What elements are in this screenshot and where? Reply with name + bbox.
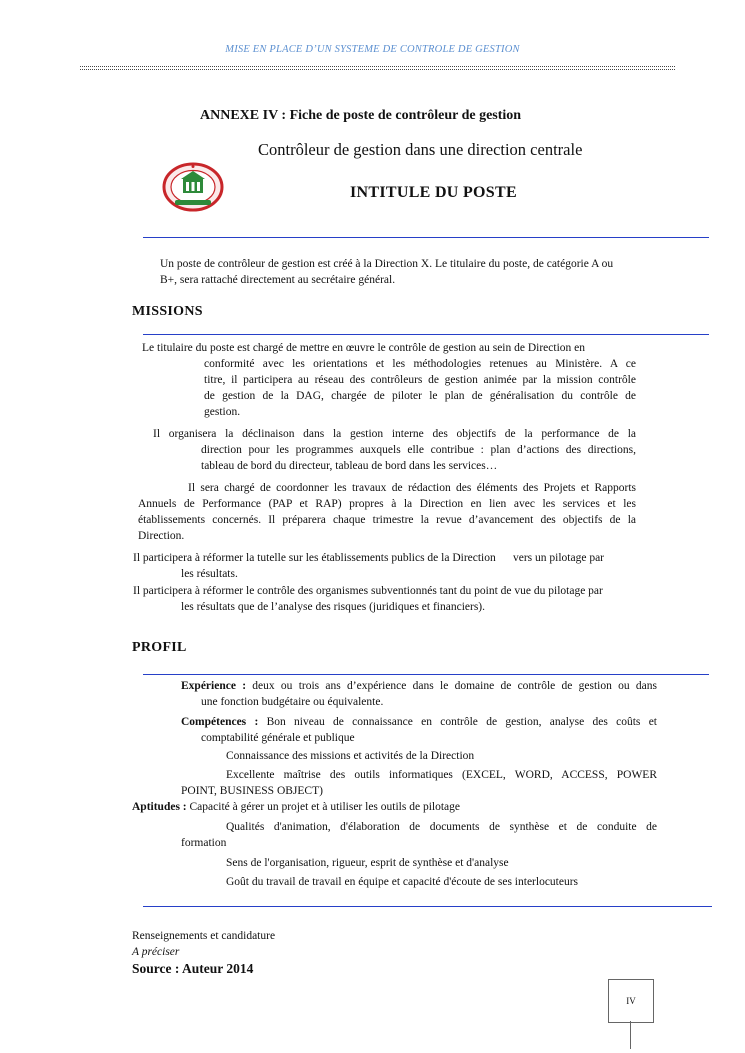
qualites-line: Qualités d'animation, d'élaboration de documents de synthèse et de conduite de [226,821,657,833]
missions-paragraph-line: conformité avec les orientations et les méthodologies retenues au Ministère. A ce [204,358,636,370]
missions-paragraph-line: direction pour les programmes auxquels elle contribue : plan d’actions des directions, [201,444,636,456]
missions-paragraph-line: établissements concernés. Il préparera chaque trimestre la revue d’avancement des objectifs de la [138,514,636,526]
missions-paragraph-line: Direction. [138,530,185,542]
competences-label: Compétences : [181,716,259,728]
maitrise-line: POINT, BUSINESS OBJECT) [181,785,323,797]
aptitudes-line [132,799,460,816]
missions-paragraph-line: les résultats que de l’analyse des risques (juridiques et financiers). [181,601,486,613]
experience-label: Expérience : [181,680,247,692]
aptitudes-label: Aptitudes : [132,801,187,813]
experience-line: une fonction budgétaire ou équivalente. [201,696,384,708]
competences-line: comptabilité générale et publique [201,732,355,744]
section-divider [143,237,709,238]
intitule-heading: INTITULE DU POSTE [350,184,517,201]
aptitudes-text: Capacité à gérer un projet et à utiliser les outils de pilotage [186,801,460,813]
a-preciser-text: A préciser [132,946,180,958]
header-divider [80,66,675,70]
missions-paragraph-line: Il participera à réformer le contrôle des organismes subventionnés tant du point de vue du pilotage par [133,585,603,597]
connaissance-line: Connaissance des missions et activités de la Direction [226,750,475,762]
missions-paragraph-line: les résultats. [181,568,238,580]
renseignements-label: Renseignements et candidature [132,930,276,942]
missions-paragraph-line: Il sera chargé de coordonner les travaux de rédaction des éléments des Projets et Rapports [188,482,636,494]
section-divider [143,906,712,907]
section-divider [143,674,709,675]
intro-line: Un poste de contrôleur de gestion est créé à la Direction X. Le titulaire du poste, de catégorie A ou [160,258,614,270]
competences-line [181,714,657,731]
experience-text: deux ou trois ans d’expérience dans le domaine de contrôle de gestion ou dans [246,680,657,692]
sens-line: Sens de l'organisation, rigueur, esprit de synthèse et d'analyse [226,857,509,869]
profil-heading: PROFIL [132,640,187,655]
experience-line [181,678,657,695]
page-subtitle: Contrôleur de gestion dans une direction centrale [258,140,583,159]
competences-text: Bon niveau de connaissance en contrôle de gestion, analyse des coûts et [258,716,657,728]
qualites-line: formation [181,837,227,849]
gout-line: Goût du travail de travail en équipe et capacité d'écoute de ses interlocuteurs [226,876,579,888]
source-line: Source : Auteur 2014 [132,961,254,976]
annexe-title: ANNEXE IV : Fiche de poste de contrôleur de gestion [200,108,522,123]
missions-paragraph-line: titre, il participera au réseau des contrôleurs de gestion animée par la mission contrôle [204,374,636,386]
section-divider [143,334,709,335]
missions-paragraph-line: de gestion de la DAG, chargée de piloter le plan de généralisation du contrôle de [204,390,636,402]
page-number: IV [608,979,654,1023]
missions-paragraph-line: Annuels de Performance (PAP et RAP) propres à la Direction en lien avec les services et les [138,498,636,510]
missions-paragraph-line: tableau de bord du directeur, tableau de bord dans les services… [201,460,498,472]
ministry-seal-icon [162,162,224,212]
missions-paragraph-line: Il participera à réformer la tutelle sur les établissements publics de la Direction vers un pilotage par [133,552,605,564]
maitrise-line: Excellente maîtrise des outils informatiques (EXCEL, WORD, ACCESS, POWER [226,769,657,781]
missions-heading: MISSIONS [132,304,203,319]
missions-paragraph-line: Il organisera la déclinaison dans la gestion interne des objectifs de la performance de la [153,428,636,440]
missions-paragraph-line: gestion. [204,406,241,418]
missions-paragraph-line: Le titulaire du poste est chargé de mettre en œuvre le contrôle de gestion au sein de Direction en [142,342,586,354]
intro-line: B+, sera rattaché directement au secrétaire général. [160,274,396,286]
page-number-rule [630,1021,631,1049]
running-header: MISE EN PLACE D’UN SYSTEME DE CONTROLE DE GESTION [225,44,520,55]
